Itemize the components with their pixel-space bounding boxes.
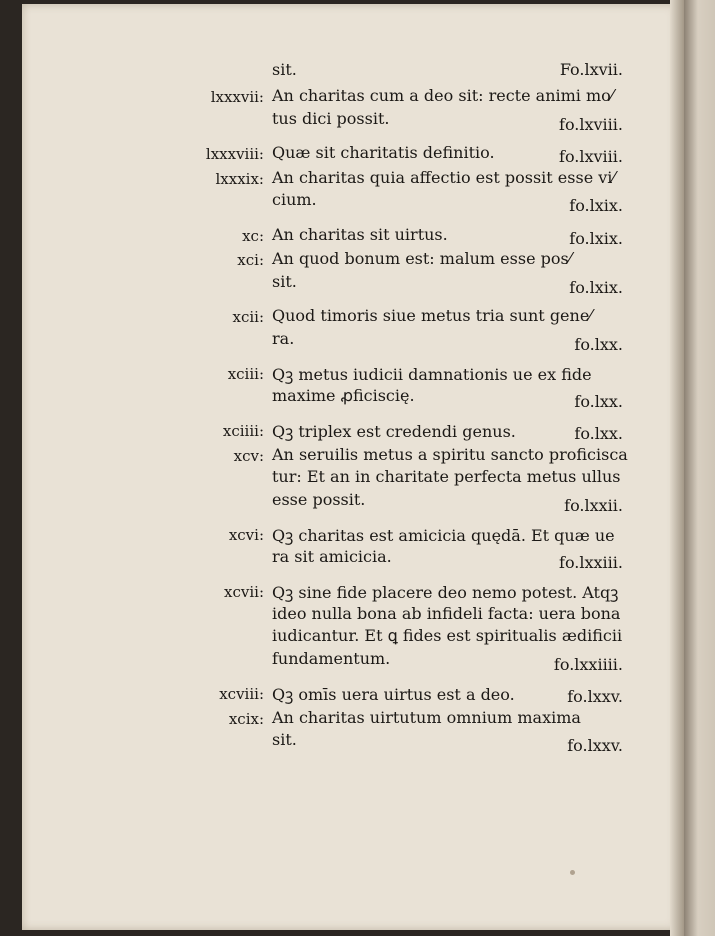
entry-number: xcviii: <box>219 685 264 703</box>
entry-number: xcix: <box>228 709 264 728</box>
entry-text-line: ra. <box>272 328 295 348</box>
entry-folio: fo.lxxiii. <box>559 552 623 572</box>
entry-text-line: sit. <box>272 730 297 749</box>
entry-text-line: maxime ꝓficiscię. <box>272 385 415 405</box>
entry-folio: fo.lxix. <box>569 228 623 248</box>
paper-spot <box>570 870 575 875</box>
entry-folio: fo.lxviii. <box>559 114 623 134</box>
entry-number: xci: <box>237 251 264 269</box>
entry-number: lxxxix: <box>215 169 264 188</box>
entry-text-line: sit. <box>272 271 297 291</box>
entry-text-line: tus dici possit. <box>272 108 390 128</box>
entry-folio: fo.lxxv. <box>567 736 623 755</box>
entry-text-line: ideo nulla bona ab infideli facta: uera bona <box>272 603 621 623</box>
entry-number: xcii: <box>232 308 264 326</box>
entry-folio: fo.lxviii. <box>559 147 623 166</box>
page-gutter <box>670 0 684 936</box>
entry-text-line: Qꝫ sine fide placere deo nemo potest. Atqꝫ <box>272 583 619 602</box>
entry-number: xcv: <box>233 446 264 465</box>
entry-text-line: Qꝫ omīs uera uirtus est a deo. <box>272 685 515 704</box>
entry-number: lxxxviii: <box>205 145 264 163</box>
entry-text-line: iudicantur. Et ꝗ fides est spiritualis ædificii <box>272 626 623 645</box>
header-folio: Fo.lxvii. <box>559 60 623 79</box>
entry-number: xcvii: <box>224 583 264 601</box>
entry-folio: fo.lxx. <box>574 334 623 354</box>
entry-text-line: An charitas cum a deo sit: recte animi mo⁄ <box>272 86 614 105</box>
entry-folio: fo.lxxii. <box>564 495 623 515</box>
entry-text-line: tur: Et an in charitate perfecta metus ullus <box>272 467 621 486</box>
entry-text-line: An charitas quia affectio est possit esse vi⁄ <box>272 167 616 187</box>
entry-folio: fo.lxxv. <box>567 687 623 706</box>
entry-number: lxxxvii: <box>210 88 264 106</box>
entry-folio: fo.lxx. <box>574 424 623 443</box>
entry-text-line: Qꝫ triplex est credendi genus. <box>272 422 516 441</box>
entry-text-line: esse possit. <box>272 489 366 509</box>
entry-text-line: An quod bonum est: malum esse pos⁄ <box>272 249 572 268</box>
header-text: sit. <box>272 60 297 79</box>
entry-text-line: fundamentum. <box>272 648 391 668</box>
entry-folio: fo.lxx. <box>574 391 623 411</box>
entry-folio: fo.lxix. <box>569 196 623 215</box>
entry-folio: fo.lxix. <box>569 277 623 297</box>
entry-text-line: ra sit amicicia. <box>272 546 392 566</box>
entry-text-line: An charitas sit uirtus. <box>272 224 448 244</box>
entry-number: xciii: <box>227 365 264 383</box>
entry-folio: fo.lxxiiii. <box>553 654 623 674</box>
entry-text-line: Qꝫ metus iudicii damnationis ue ex fide <box>272 365 592 384</box>
entry-text-line: An seruilis metus a spiritu sancto proficisca <box>272 444 628 464</box>
entry-number: xciiii: <box>222 422 264 440</box>
entry-text-line: cium. <box>272 190 317 209</box>
entry-text-line: An charitas uirtutum omnium maxima <box>272 707 581 727</box>
entry-text-line: Quæ sit charitatis definitio. <box>272 143 495 162</box>
entry-text-line: Quod timoris siue metus tria sunt gene⁄ <box>272 306 592 325</box>
entry-number: xcvi: <box>228 526 264 544</box>
facing-page-edge <box>684 0 715 936</box>
entry-number: xc: <box>242 226 264 245</box>
entry-text-line: Qꝫ charitas est amicicia quędā. Et quæ ue <box>272 526 615 545</box>
